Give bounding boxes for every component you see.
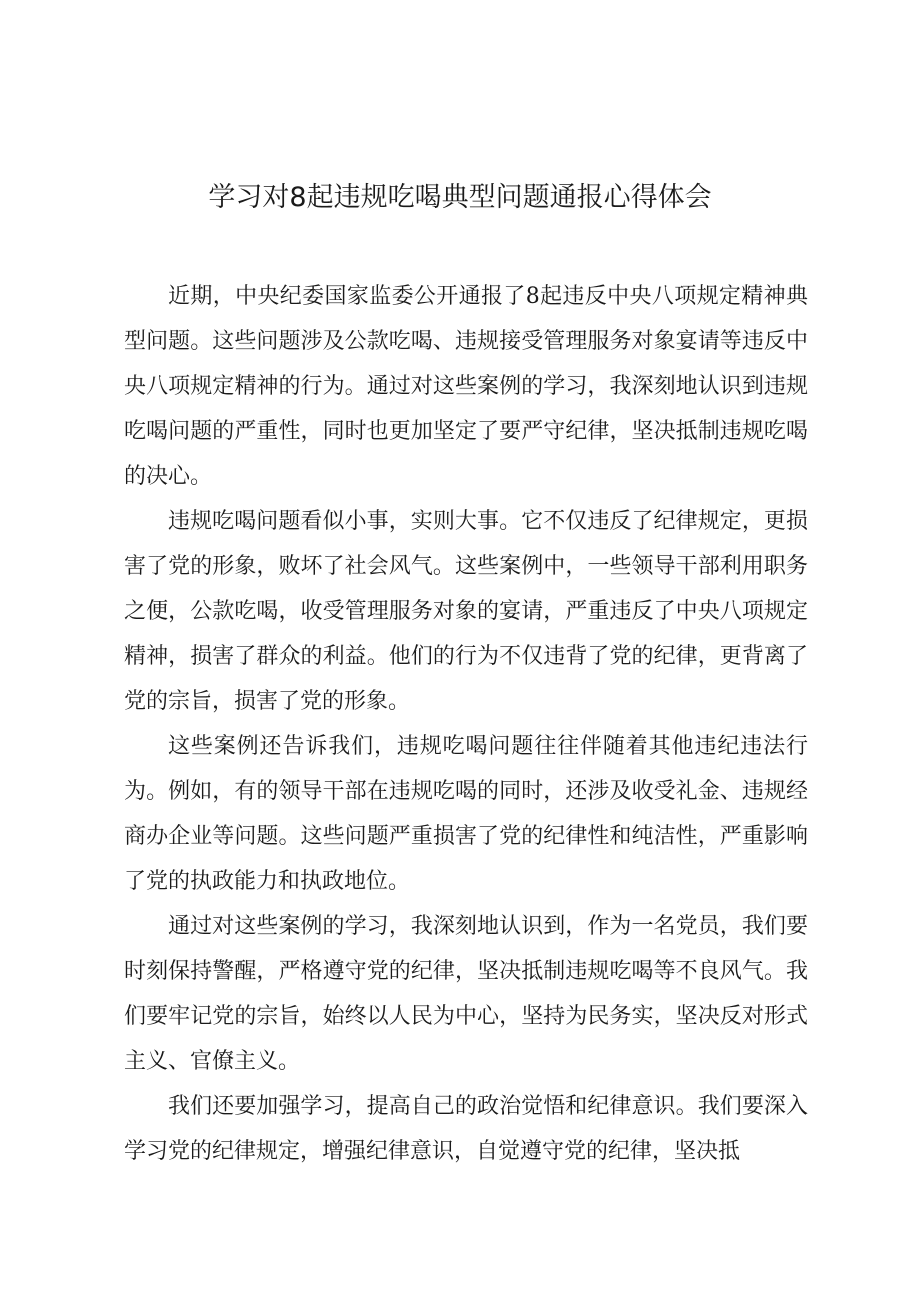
paragraph-3: 这些案例还告诉我们，违规吃喝问题往往伴随着其他违纪违法行为。例如，有的领导干部在违规吃喝的同时，还涉及收受礼金、违规经商办企业等问题。这些问题严重损害了党的纪律性和纯洁性，严重影响了党的执政能力和执政地位。 [124,734,808,894]
paragraph-2: 违规吃喝问题看似小事，实则大事。它不仅违反了纪律规定，更损害了党的形象，败坏了社会风气。这些案例中，一些领导干部利用职务之便，公款吃喝，收受管理服务对象的宴请，严重违反了中央八项规定精神，损害了群众的利益。他们的行为不仅违背了党的纪律，更背离了党的宗旨，损害了党的形象。 [124,509,808,714]
paragraph-4: 通过对这些案例的学习，我深刻地认识到，作为一名党员，我们要时刻保持警醒，严格遵守党的纪律，坚决抵制违规吃喝等不良风气。我们要牢记党的宗旨，始终以人民为中心，坚持为民务实，坚决反对形式主义、官僚主义。 [124,914,808,1074]
document-title: 学习对8起违规吃喝典型问题通报心得体会 [208,182,712,213]
paragraph-1: 近期，中央纪委国家监委公开通报了8起违反中央八项规定精神典型问题。这些问题涉及公款吃喝、违规接受管理服务对象宴请等违反中央八项规定精神的行为。通过对这些案例的学习，我深刻地认识到违规吃喝问题的严重性，同时也更加坚定了要严守纪律，坚决抵制违规吃喝的决心。 [124,284,808,489]
paragraph-5: 我们还要加强学习，提高自己的政治觉悟和纪律意识。我们要深入学习党的纪律规定，增强纪律意识，自觉遵守党的纪律，坚决抵 [124,1094,808,1164]
document-body [124,274,808,1174]
